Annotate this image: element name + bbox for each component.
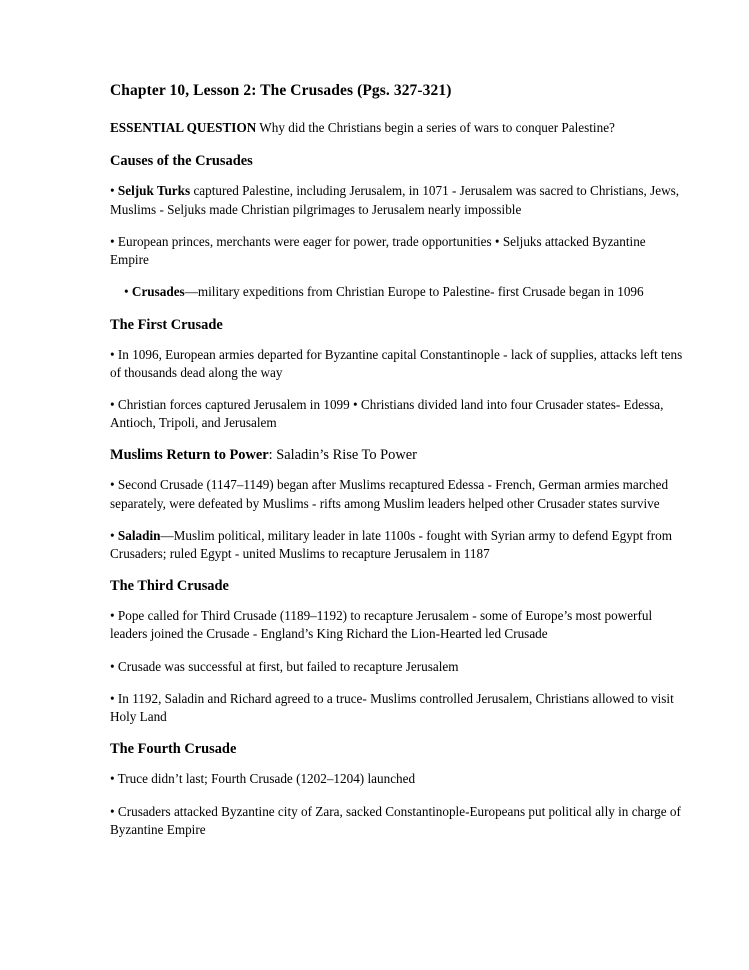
bullet-paragraph [110, 607, 683, 643]
body-text: • In 1192, Saladin and Richard agreed to a truce- Muslims controlled Jerusalem, Christians allowed to visit Holy Land [110, 690, 674, 725]
section-heading [110, 316, 683, 334]
term-bold: Saladin [117, 527, 161, 543]
body-text: • In 1096, European armies departed for Byzantine capital Constantinople - lack of supplies, attacks left tens of thousands dead along the way [110, 346, 683, 380]
essential-question [110, 119, 683, 137]
section-heading [110, 152, 683, 170]
bullet-paragraph [110, 803, 683, 839]
section-heading-main: The Third Crusade [110, 578, 229, 595]
body-text: • Pope called for Third Crusade (1189–1192) to recapture Jerusalem - some of Europe’s most powerful leaders joined the Crusade - England’s King Richard the Lion-Hearted led Crusade [110, 608, 653, 642]
body-text: • [124, 284, 132, 300]
body-text: • European princes, merchants were eager for power, trade opportunities • Seljuks attacked Byzantine Empire [110, 233, 646, 268]
page-title: Chapter 10, Lesson 2: The Crusades (Pgs. 327-321) [110, 82, 452, 99]
bullet-paragraph [110, 396, 683, 432]
section-heading-main: Muslims Return to Power [110, 447, 269, 464]
body-text: —Muslim political, military leader in late 1100s - fought with Syrian army to defend Egypt from Crusaders; ruled Egypt - united Muslims to recapture Jerusalem in 1187 [110, 527, 672, 562]
term-bold: Seljuk Turks [117, 183, 191, 199]
bullet-paragraph [110, 346, 683, 382]
body-text: • Crusade was successful at first, but failed to recapture Jerusalem [110, 658, 459, 674]
body-text: captured Palestine, including Jerusalem, in 1071 - Jerusalem was sacred to Christians, Jews, Muslims - Seljuks made Christian pilgrimages to Jerusalem nearly impossible [110, 183, 680, 217]
body-text: • [110, 527, 118, 543]
bullet-paragraph [110, 770, 683, 788]
body-text: • Truce didn’t last; Fourth Crusade (1202–1204) launched [110, 771, 416, 787]
section-heading-suffix: : Saladin’s Rise To Power [268, 447, 417, 464]
section-heading-main: Causes of the Crusades [110, 153, 253, 170]
body-text: • [110, 183, 118, 199]
bullet-paragraph [110, 283, 683, 301]
section-heading [110, 577, 683, 595]
bullet-paragraph [110, 182, 683, 218]
section-heading-main: The First Crusade [110, 316, 223, 333]
bullet-paragraph [110, 690, 683, 726]
bullet-paragraph [110, 527, 683, 563]
section-heading-main: The Fourth Crusade [110, 741, 237, 758]
document-body [110, 152, 683, 839]
bullet-paragraph [110, 233, 683, 269]
essential-question-text: Why did the Christians begin a series of wars to conquer Palestine? [256, 119, 615, 135]
essential-question-label: ESSENTIAL QUESTION [110, 119, 257, 135]
body-text: • Christian forces captured Jerusalem in 1099 • Christians divided land into four Crusader states- Edessa, Antioch, Tripoli, and Jerusalem [110, 396, 664, 431]
body-text: • Second Crusade (1147–1149) began after Muslims recaptured Edessa - French, German armies marched separately, were defeated by Muslims - rifts among Muslim leaders helped other Crusader states survive [110, 477, 669, 511]
body-text: • Crusaders attacked Byzantine city of Zara, sacked Constantinople-Europeans put political ally in charge of Byzantine Empire [110, 803, 681, 837]
section-heading [110, 740, 683, 758]
bullet-paragraph [110, 476, 683, 512]
bullet-paragraph [110, 658, 683, 676]
term-bold: Crusades [131, 284, 185, 300]
body-text: —military expeditions from Christian Europe to Palestine- first Crusade began in 1096 [184, 284, 644, 300]
section-heading [110, 446, 683, 464]
